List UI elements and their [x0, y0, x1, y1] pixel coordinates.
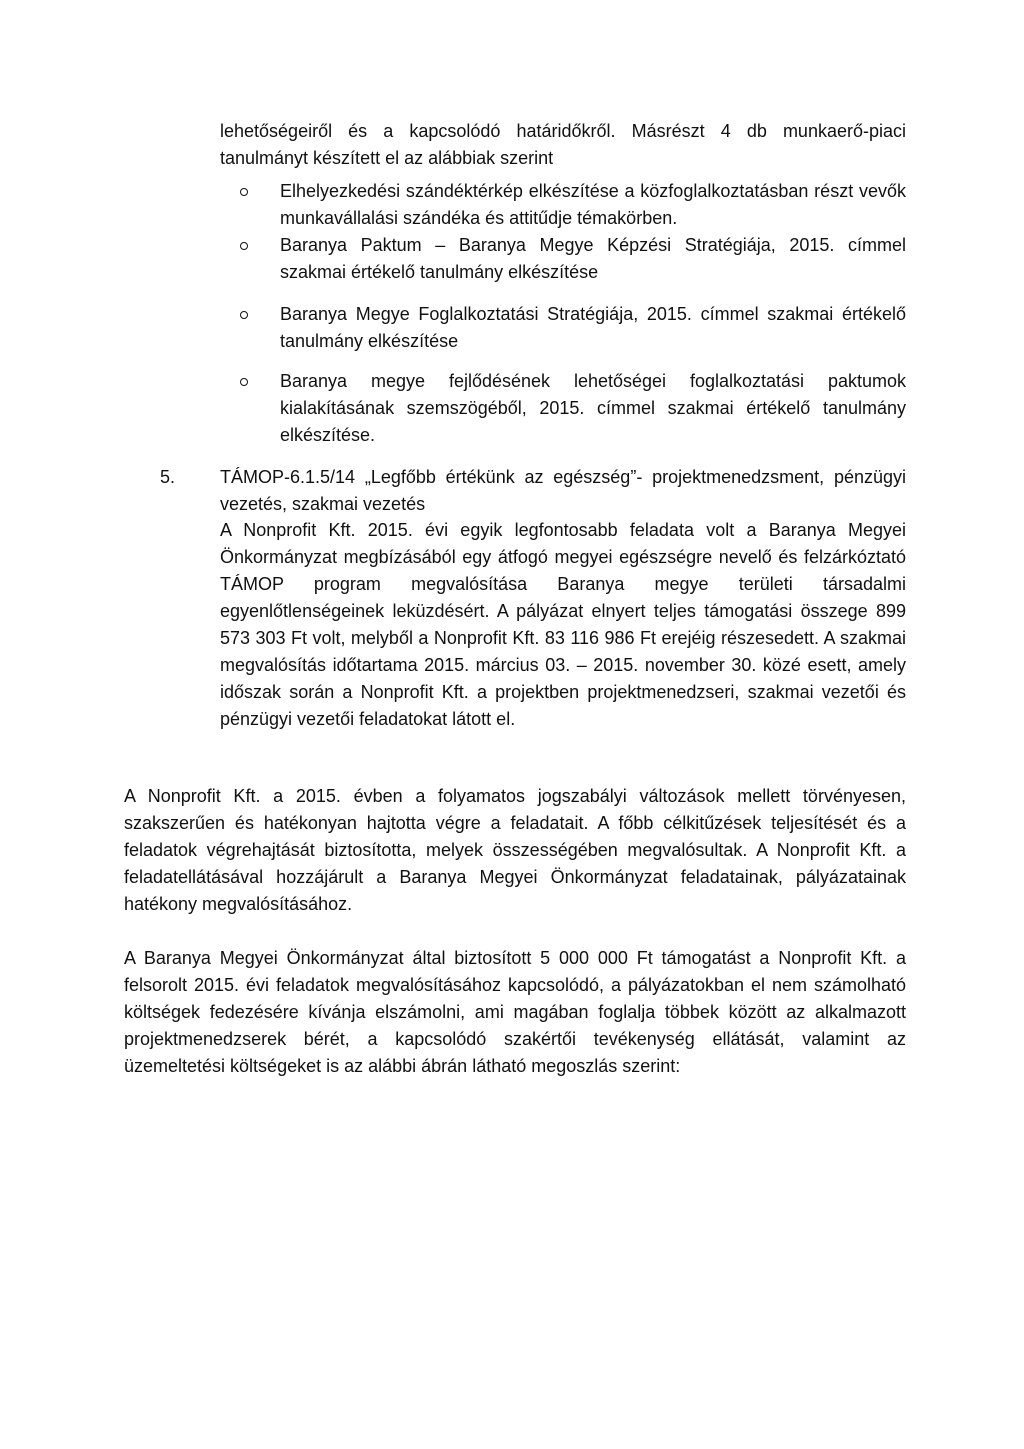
section-body: A Nonprofit Kft. 2015. évi egyik legfontosabb feladata volt a Baranya Megyei Önkormányzat megbízásából egy átfogó megyei egészségre nevelő és felzárkóztató TÁMOP program megvalósítása Baranya megye területi társadalmi egyenlőtlenségeinek leküzdésért. A pályázat elnyert teljes támogatási összege 899 573 303 Ft volt, melyből a Nonprofit Kft. 83 116 986 Ft erejéig részesedett. A szakmai megvalósítás időtartama 2015. március 03. – 2015. november 30. közé esett, amely időszak során a Nonprofit Kft. a projektben projektmenedzseri, szakmai vezetői és pénzügyi vezetői feladatokat látott el.	[220, 520, 906, 729]
list-item-text: Elhelyezkedési szándéktérkép elkészítése a közfoglalkoztatásban részt vevők munkavállalási szándéka és attitűdje témakörben.	[280, 181, 906, 228]
bullet-icon	[240, 242, 248, 250]
bullet-icon	[240, 311, 248, 319]
intro-paragraph: lehetőségeiről és a kapcsolódó határidőkről. Másrészt 4 db munkaerő-piaci tanulmányt készített el az alábbiak szerint	[220, 121, 906, 168]
summary-paragraph: A Nonprofit Kft. a 2015. évben a folyamatos jogszabályi változások mellett törvényesen, szakszerűen és hatékonyan hajtotta végre a feladatait. A főbb célkitűzések teljesítését és a feladatok végrehajtását biztosította, melyek összességében megvalósultak. A Nonprofit Kft. a feladatellátásával hozzájárult a Baranya Megyei Önkormányzat feladatainak, pályázatainak hatékony megvalósításához.	[124, 786, 906, 914]
section-number: 5.	[160, 467, 176, 487]
list-item-text: Baranya Paktum – Baranya Megye Képzési Stratégiája, 2015. címmel szakmai értékelő tanulmány elkészítése	[280, 235, 906, 282]
list-item-text: Baranya Megye Foglalkoztatási Stratégiája, 2015. címmel szakmai értékelő tanulmány elkészítése	[280, 304, 906, 351]
list-item-text: Baranya megye fejlődésének lehetőségei foglalkoztatási paktumok kialakításának szemszögéből, 2015. címmel szakmai értékelő tanulmány elkészítése.	[280, 371, 906, 445]
bullet-icon	[240, 188, 248, 196]
section-title: TÁMOP-6.1.5/14 „Legfőbb értékünk az egészség”- projektmenedzsment, pénzügyi vezetés, szakmai vezetés	[220, 467, 906, 514]
funding-paragraph: A Baranya Megyei Önkormányzat által biztosított 5 000 000 Ft támogatást a Nonprofit Kft. a felsorolt 2015. évi feladatok megvalósításához kapcsolódó, a pályázatokban el nem számolható költségek fedezésére kívánja elszámolni, ami magában foglalja többek között az alkalmazott projektmenedzserek bérét, a kapcsolódó szakértői tevékenység ellátását, valamint az üzemeltetési költségeket is az alábbi ábrán látható megoszlás szerint:	[124, 948, 906, 1076]
bullet-icon	[240, 378, 248, 386]
